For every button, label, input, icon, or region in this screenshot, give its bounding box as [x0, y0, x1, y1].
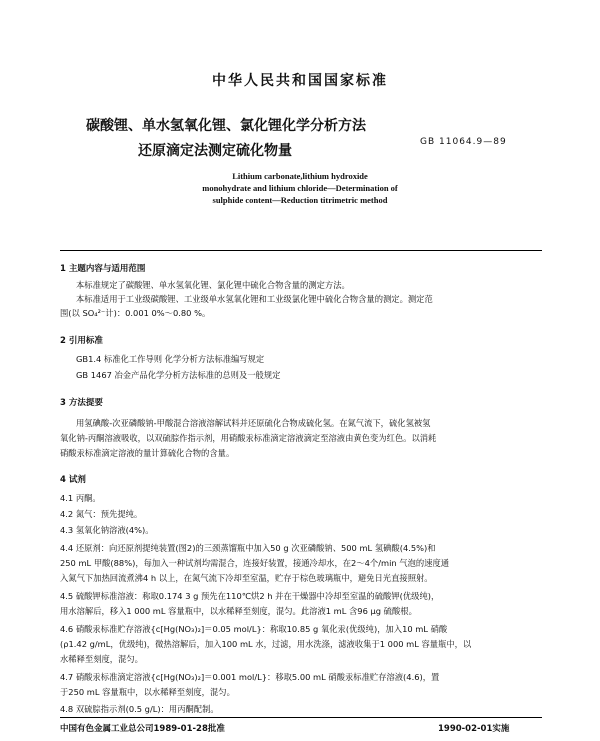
- section-3-line-2: 氧化钠-丙酮溶液吸收，以双硫腙作指示剂，用硝酸汞标准滴定溶液滴定至溶液由黄色变为红色。以消耗: [60, 433, 437, 443]
- reagent-4-3: 4.3 氢氧化钠溶液(4%)。: [60, 525, 154, 535]
- section-3-line-1: 用氢碘酸-次亚磷酸钠-甲酸混合溶液溶解试料并还原硫化合物成硫化氢。在氮气流下，硫化氢被氢: [76, 418, 431, 428]
- national-standard-heading: 中华人民共和国国家标准: [212, 73, 388, 89]
- reagent-4-8: 4.8 双硫腙指示剂(0.5 g/L)：用丙酮配制。: [60, 704, 219, 714]
- reagent-4-4-line-1: 4.4 还原剂：向还原剂提纯装置(图2)的三颈蒸馏瓶中加入50 g 次亚磷酸钠、500 mL 氢碘酸(4.5%)和: [60, 543, 436, 553]
- english-title-line3: sulphide content—Reduction titrimetric method: [212, 195, 388, 205]
- section-1-heading: 1 主题内容与适用范围: [60, 264, 146, 274]
- section-2-heading: 2 引用标准: [60, 336, 103, 346]
- footer-divider: [60, 717, 542, 718]
- approval-date: 中国有色金属工业总公司1989-01-28批准: [60, 724, 225, 734]
- reagent-4-6-line-2: (ρ1.42 g/mL，优级纯)，微热溶解后，加入100 mL 水，过滤，用水洗涤，滤液收集于1 000 mL 容量瓶中，以: [60, 639, 472, 649]
- reagent-4-7-line-2: 于250 mL 容量瓶中，以水稀释至刻度，混匀。: [60, 687, 235, 697]
- reagent-4-4-line-3: 入氮气下加热回流煮沸4 h 以上，在氮气流下冷却至室温，贮存于棕色玻璃瓶中，避免日光直接照射。: [60, 573, 433, 583]
- reference-gb1467: GB 1467 冶金产品化学分析方法标准的总则及一般规定: [76, 370, 281, 380]
- reagent-4-5-line-2: 用水溶解后，移入1 000 mL 容量瓶中，以水稀释至刻度，混匀。此溶液1 mL 含96 μg 硫酸根。: [60, 606, 417, 616]
- section-3-heading: 3 方法提要: [60, 398, 103, 408]
- reagent-4-6-line-3: 水稀释至刻度，混匀。: [60, 654, 143, 664]
- header-divider: [60, 250, 542, 251]
- english-title-line1: Lithium carbonate,lithium hydroxide: [232, 171, 368, 181]
- reagent-4-4-line-2: 250 mL 甲酸(88%)，每加入一种试剂均需混合，连接好装置，接通冷却水，在2～4个/min 气泡的速度通: [60, 558, 450, 568]
- standard-number: GB 11064.9—89: [420, 137, 507, 147]
- english-title-line2: monohydrate and lithium chloride—Determination of: [202, 183, 398, 193]
- section-1-paragraph-1: 本标准规定了碳酸锂、单水氢氧化锂、氯化锂中硫化合物含量的测定方法。: [76, 280, 350, 290]
- document-title-line1: 碳酸锂、单水氢氧化锂、氯化锂化学分析方法: [86, 118, 366, 134]
- reagent-4-5-line-1: 4.5 硫酸钾标准溶液：称取0.174 3 g 预先在110℃烘2 h 并在干燥器中冷却至室温的硫酸钾(优级纯)，: [60, 591, 440, 601]
- document-title-line2: 还原滴定法测定硫化物量: [138, 143, 292, 159]
- section-3-line-3: 硝酸汞标准滴定溶液的量计算硫化合物的含量。: [60, 448, 235, 458]
- section-1-paragraph-2b: 围(以 SO₄²⁻计)：0.001 0%～0.80 %。: [60, 308, 211, 318]
- reagent-4-2: 4.2 氮气：预先提纯。: [60, 509, 143, 519]
- reference-gb1-4: GB1.4 标准化工作导则 化学分析方法标准编写规定: [76, 354, 265, 364]
- reagent-4-6-line-1: 4.6 硝酸汞标准贮存溶液{c[Hg(NO₃)₂]＝0.05 mol/L}：称取10.85 g 氧化汞(优级纯)，加入10 mL 硝酸: [60, 624, 448, 634]
- section-4-heading: 4 试剂: [60, 475, 86, 485]
- section-1-paragraph-2a: 本标准适用于工业级碳酸锂、工业级单水氢氧化锂和工业级氯化锂中硫化合物含量的测定。测定范: [76, 294, 433, 304]
- reagent-4-1: 4.1 丙酮。: [60, 493, 101, 503]
- reagent-4-7-line-1: 4.7 硝酸汞标准滴定溶液{c[Hg(NO₃)₂]＝0.001 mol/L}：移取5.00 mL 硝酸汞标准贮存溶液(4.6)，置: [60, 672, 440, 682]
- implementation-date: 1990-02-01实施: [438, 724, 510, 734]
